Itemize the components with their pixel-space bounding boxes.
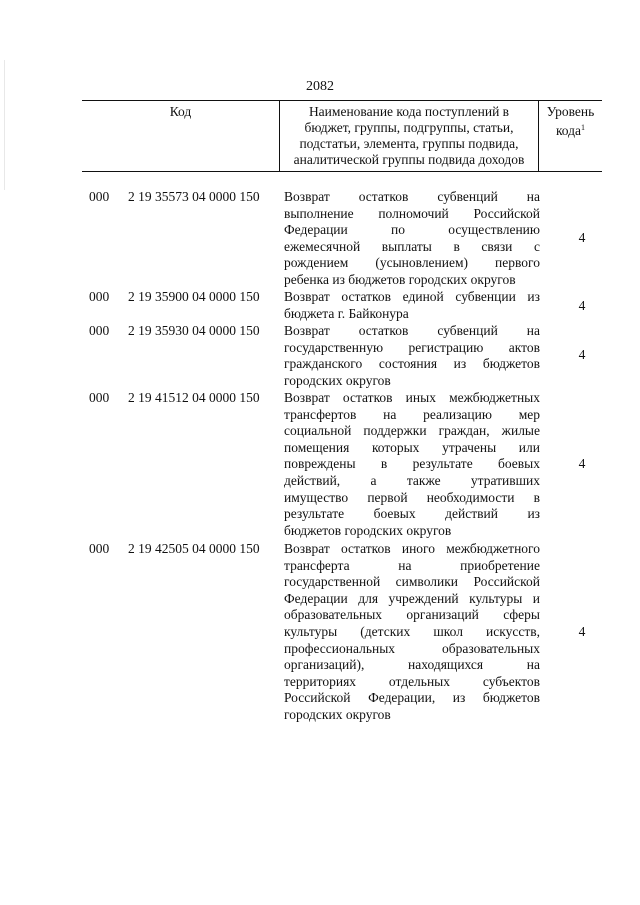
table-header xyxy=(82,100,602,172)
revenue-name xyxy=(284,289,540,322)
name-line: ребенка из бюджетов городских округов xyxy=(284,271,516,287)
name-line: Возврат остатков субвенций на xyxy=(284,189,540,204)
name-line: бюджетов городских округов xyxy=(284,522,452,538)
name-line: ежемесячной выплаты в связи с xyxy=(284,238,540,254)
name-line: бюджета г. Байконура xyxy=(284,305,409,321)
revenue-code: 2 19 35573 04 0000 150 xyxy=(128,189,260,204)
header-code: Код xyxy=(82,101,280,171)
revenue-code: 2 19 42505 04 0000 150 xyxy=(128,541,260,556)
name-line: рождением (усыновлением) первого xyxy=(284,255,540,271)
admin-code: 000 xyxy=(89,541,110,556)
name-line: городских округов xyxy=(284,706,391,722)
admin-code: 000 xyxy=(89,189,110,204)
name-line: повреждены в результате боевых xyxy=(284,456,540,472)
header-name-line: бюджет, группы, подгруппы, статьи, xyxy=(304,120,514,135)
name-line: Федерации по осуществлению xyxy=(284,222,540,238)
name-line: городских округов xyxy=(284,372,391,388)
code-level: 4 xyxy=(578,298,586,313)
code-level: 4 xyxy=(578,456,586,471)
header-level-line xyxy=(539,120,602,139)
name-line: культуры (детских школ искусств, xyxy=(284,623,540,639)
name-line: государственную регистрацию актов xyxy=(284,339,540,355)
page-number: 2082 xyxy=(306,79,334,94)
footnote-marker: 1 xyxy=(581,123,586,132)
name-line: социальной поддержки граждан, жилые xyxy=(284,423,540,439)
admin-code: 000 xyxy=(89,289,110,304)
header-name-line: подстатьи, элемента, группы подвида, xyxy=(299,136,519,151)
admin-code: 000 xyxy=(89,390,110,405)
header-name-line: Наименование кода поступлений в xyxy=(308,104,510,119)
name-line: образовательных организаций сферы xyxy=(284,607,540,623)
revenue-name xyxy=(284,323,540,389)
name-line: трансферта на приобретение xyxy=(284,557,540,573)
revenue-code: 2 19 35900 04 0000 150 xyxy=(128,289,260,304)
name-line: Возврат остатков иного межбюджетного xyxy=(284,541,540,556)
revenue-code: 2 19 35930 04 0000 150 xyxy=(128,323,260,338)
code-level: 4 xyxy=(578,624,586,639)
name-line: выполнение полномочий Российской xyxy=(284,205,540,221)
revenue-code: 2 19 41512 04 0000 150 xyxy=(128,390,260,405)
name-line: Федерации для учреждений культуры и xyxy=(284,590,540,606)
name-line: организаций), находящихся на xyxy=(284,657,540,673)
revenue-name xyxy=(284,189,540,289)
name-line: территориях отдельных субъектов xyxy=(284,673,540,689)
header-name-line: аналитической группы подвида доходов xyxy=(293,152,525,167)
name-line: действий, а также утративших xyxy=(284,472,540,488)
name-line: Возврат остатков иных межбюджетных xyxy=(284,390,540,405)
header-level xyxy=(539,101,602,171)
name-line: профессиональных образовательных xyxy=(284,640,540,656)
name-line: помещения которых утрачены или xyxy=(284,439,540,455)
admin-code: 000 xyxy=(89,323,110,338)
name-line: трансфертов на реализацию мер xyxy=(284,406,540,422)
name-line: Возврат остатков субвенций на xyxy=(284,323,540,338)
code-level: 4 xyxy=(578,230,586,245)
name-line: Российской Федерации, из бюджетов xyxy=(284,690,540,706)
header-level-line: Уровень xyxy=(546,104,595,119)
header-name xyxy=(280,101,539,171)
code-level: 4 xyxy=(578,347,586,362)
name-line: Возврат остатков единой субвенции из xyxy=(284,289,540,304)
name-line: имущество первой необходимости в xyxy=(284,489,540,505)
name-line: гражданского состояния из бюджетов xyxy=(284,356,540,372)
name-line: результате боевых действий из xyxy=(284,506,540,522)
revenue-name xyxy=(284,390,540,539)
header-level-word: кода xyxy=(555,123,582,138)
name-line: государственной символики Российской xyxy=(284,574,540,590)
revenue-name xyxy=(284,541,540,724)
